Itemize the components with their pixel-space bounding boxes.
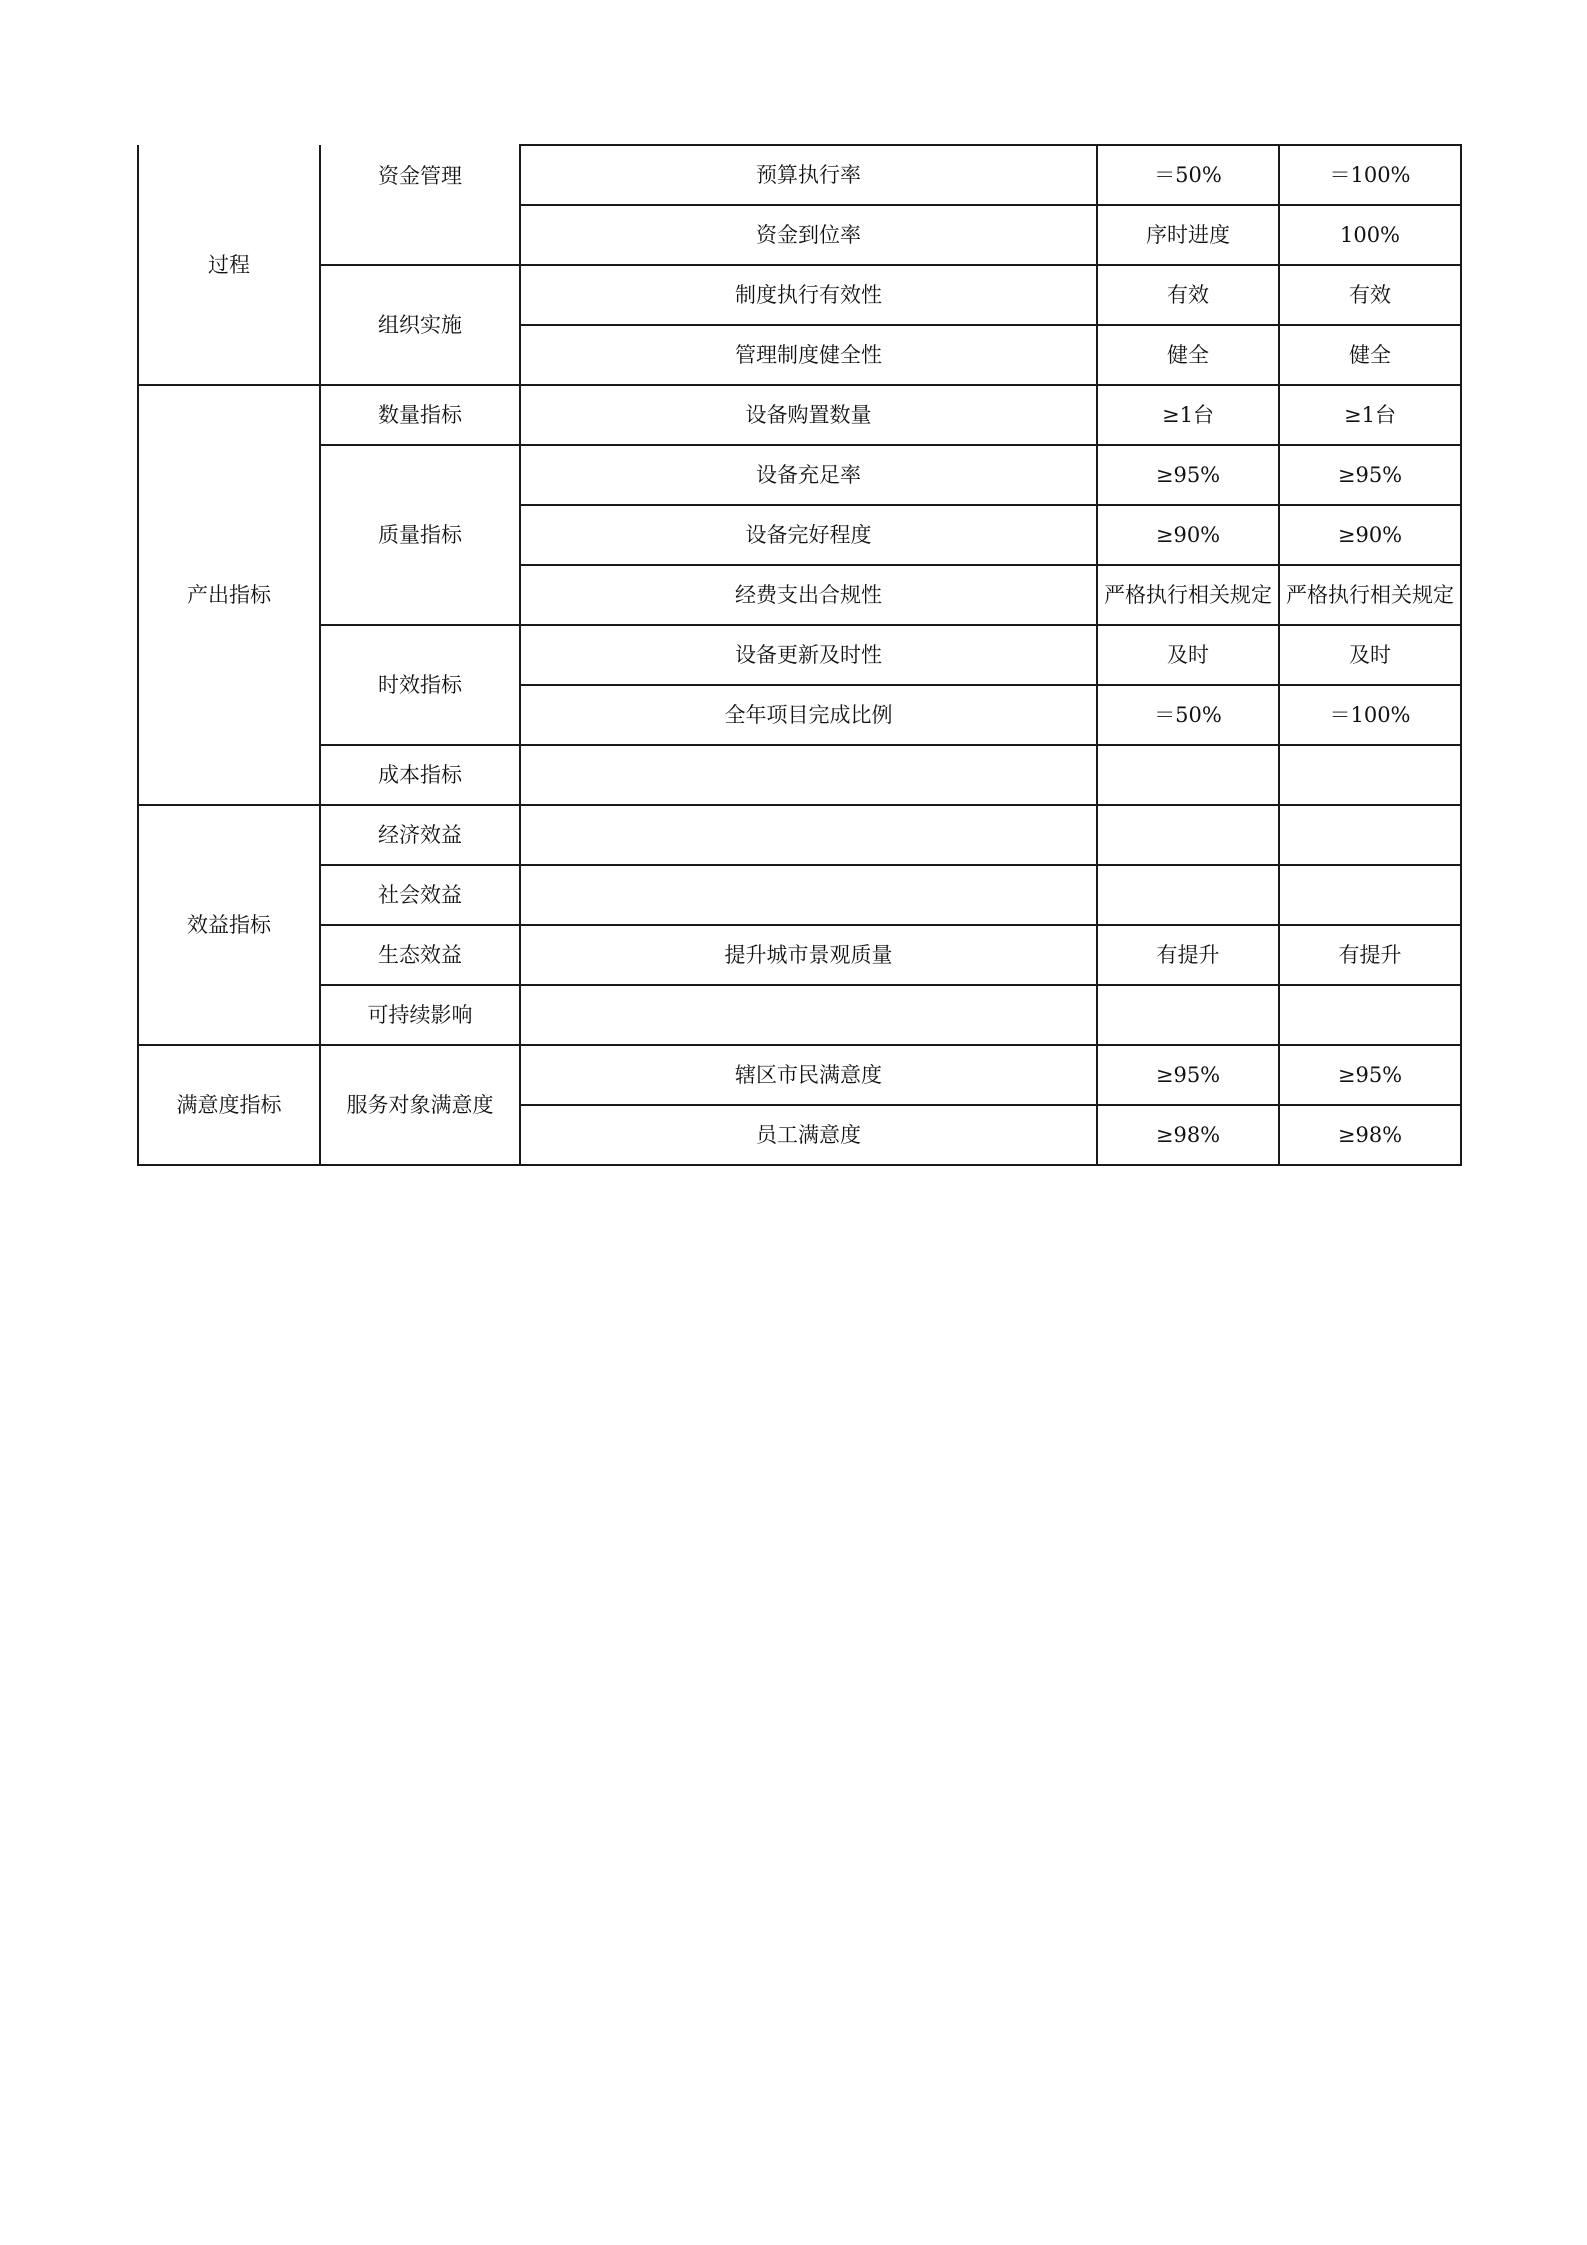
table-row	[138, 985, 1461, 1045]
value1-cell: ≥90%	[1097, 505, 1279, 565]
indicator-cell: 设备更新及时性	[520, 625, 1097, 685]
level2-cell: 数量指标	[320, 385, 520, 445]
indicator-cell: 经费支出合规性	[520, 565, 1097, 625]
indicator-cell: 设备购置数量	[520, 385, 1097, 445]
value1-cell: 健全	[1097, 325, 1279, 385]
value2-cell: ≥95%	[1279, 445, 1461, 505]
value2-cell: ≥1台	[1279, 385, 1461, 445]
value2-cell: 100%	[1279, 205, 1461, 265]
table-row	[138, 625, 1461, 685]
value2-cell: 有效	[1279, 265, 1461, 325]
value2-cell: 健全	[1279, 325, 1461, 385]
level1-cell: 效益指标	[138, 805, 320, 1045]
indicator-cell	[520, 865, 1097, 925]
value2-cell: ≥95%	[1279, 1045, 1461, 1105]
value2-cell: 及时	[1279, 625, 1461, 685]
table-row	[138, 145, 1461, 205]
level2-cell: 组织实施	[320, 265, 520, 385]
value2-cell	[1279, 985, 1461, 1045]
table-row	[138, 925, 1461, 985]
value2-cell: ＝100%	[1279, 145, 1461, 205]
table-row	[138, 865, 1461, 925]
value1-cell: 及时	[1097, 625, 1279, 685]
value1-cell: 有效	[1097, 265, 1279, 325]
indicator-cell: 辖区市民满意度	[520, 1045, 1097, 1105]
level2-cell: 服务对象满意度	[320, 1045, 520, 1165]
indicator-cell: 员工满意度	[520, 1105, 1097, 1165]
level2-cell: 时效指标	[320, 625, 520, 745]
table-row	[138, 385, 1461, 445]
value1-cell: 有提升	[1097, 925, 1279, 985]
indicator-cell: 全年项目完成比例	[520, 685, 1097, 745]
level2-cell: 生态效益	[320, 925, 520, 985]
value2-cell: ≥90%	[1279, 505, 1461, 565]
performance-indicator-table	[137, 144, 1462, 1166]
indicator-cell	[520, 985, 1097, 1045]
level2-cell: 社会效益	[320, 865, 520, 925]
indicator-cell: 管理制度健全性	[520, 325, 1097, 385]
level2-cell: 质量指标	[320, 445, 520, 625]
value2-cell	[1279, 745, 1461, 805]
indicator-cell: 资金到位率	[520, 205, 1097, 265]
indicator-cell	[520, 805, 1097, 865]
value1-cell: ≥1台	[1097, 385, 1279, 445]
value1-cell: ＝50%	[1097, 145, 1279, 205]
value2-cell	[1279, 805, 1461, 865]
level2-cell: 资金管理	[320, 145, 520, 265]
value1-cell	[1097, 805, 1279, 865]
value2-cell	[1279, 865, 1461, 925]
value1-cell	[1097, 985, 1279, 1045]
table-row	[138, 745, 1461, 805]
indicator-cell: 预算执行率	[520, 145, 1097, 205]
level2-cell: 经济效益	[320, 805, 520, 865]
value2-cell: ≥98%	[1279, 1105, 1461, 1165]
level2-cell: 成本指标	[320, 745, 520, 805]
indicator-cell: 设备完好程度	[520, 505, 1097, 565]
value1-cell: 序时进度	[1097, 205, 1279, 265]
indicator-cell: 设备充足率	[520, 445, 1097, 505]
value1-cell: ≥98%	[1097, 1105, 1279, 1165]
value2-cell: 严格执行相关规定	[1279, 565, 1461, 625]
value1-cell	[1097, 745, 1279, 805]
level1-cell: 产出指标	[138, 385, 320, 805]
value2-cell: 有提升	[1279, 925, 1461, 985]
value1-cell: ＝50%	[1097, 685, 1279, 745]
level1-cell: 满意度指标	[138, 1045, 320, 1165]
table-row	[138, 445, 1461, 505]
indicator-cell	[520, 745, 1097, 805]
level2-cell: 可持续影响	[320, 985, 520, 1045]
value1-cell: ≥95%	[1097, 1045, 1279, 1105]
value1-cell	[1097, 865, 1279, 925]
table-row	[138, 805, 1461, 865]
value1-cell: 严格执行相关规定	[1097, 565, 1279, 625]
level1-cell: 过程	[138, 145, 320, 385]
indicator-cell: 提升城市景观质量	[520, 925, 1097, 985]
value2-cell: ＝100%	[1279, 685, 1461, 745]
table-row	[138, 265, 1461, 325]
value1-cell: ≥95%	[1097, 445, 1279, 505]
indicator-cell: 制度执行有效性	[520, 265, 1097, 325]
table-row	[138, 1045, 1461, 1105]
